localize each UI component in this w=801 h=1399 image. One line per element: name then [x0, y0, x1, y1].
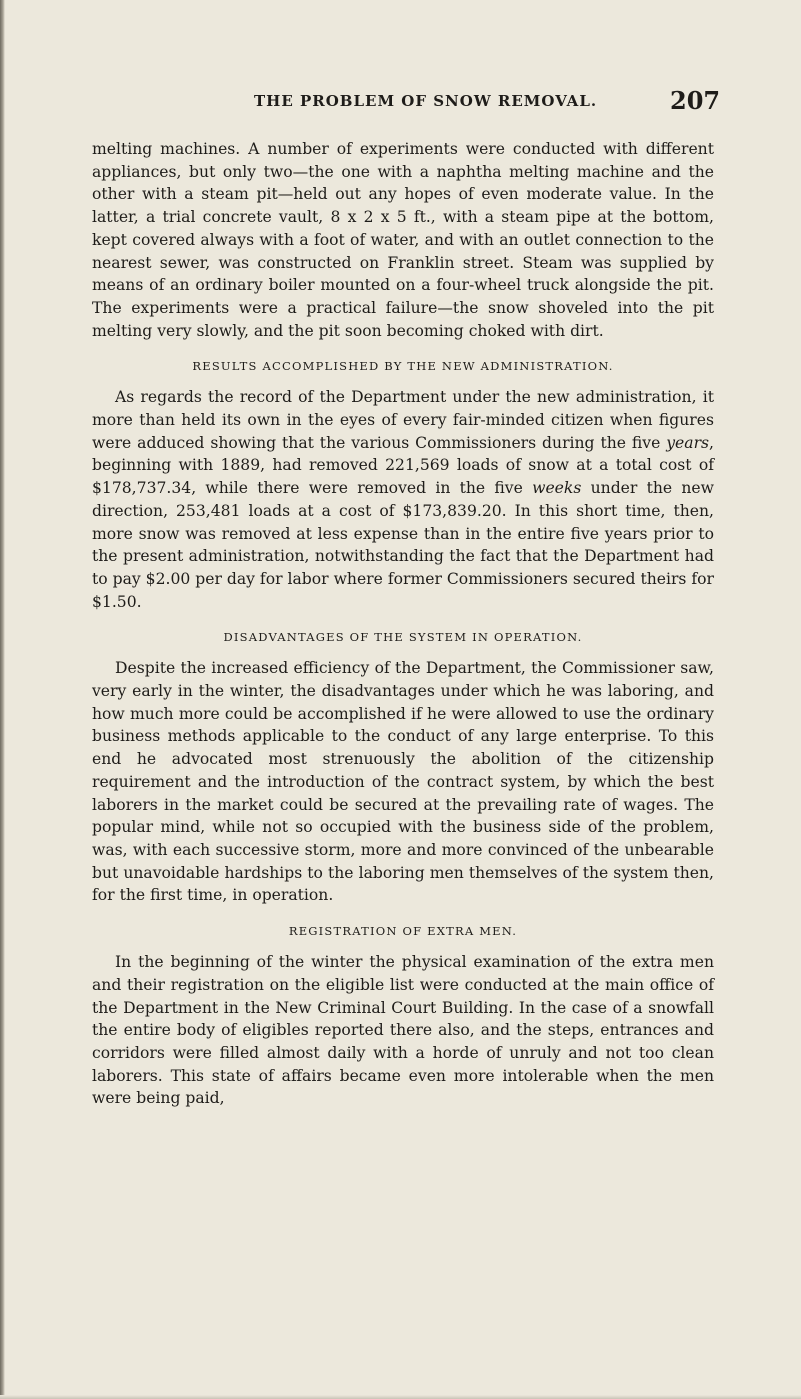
- page-number: 207: [670, 86, 721, 115]
- paragraph-text: , beginning with 1889, had removed 221,569 loads of snow at a total cost of $178,737.34, while there were removed in the five: [92, 433, 714, 498]
- paragraph-disadvantages: [92, 657, 714, 907]
- paragraph-text: melting machines. A number of experiments were conducted with different appliances, but only two—the one with a naphtha melting machine and the other with a steam pit—held out any hopes of even moderate value. In the latter, a trial concrete vault, 8 x 2 x 5 ft., with a steam pipe at the bottom, kept covered always with a foot of water, and with an outlet connection to the nearest sewer, was constructed on Franklin street. Steam was supplied by means of an ordinary boiler mounted on a four-wheel truck alongside the pit. The experiments were a practical failure—the snow shoveled into the pit melting very slowly, and the pit soon becoming choked with dirt.: [92, 140, 714, 340]
- page-body: [92, 138, 714, 1110]
- running-header: [0, 86, 801, 126]
- page-left-edge-shadow: [0, 0, 5, 1399]
- running-title: THE PROBLEM OF SNOW REMOVAL.: [254, 92, 598, 110]
- emphasis-weeks: weeks: [532, 479, 582, 498]
- paragraph-text: Despite the increased efficiency of the Department, the Commissioner saw, very early in the winter, the disadvantages under which he was laboring, and how much more could be accomplished if he were allowed to use the ordinary business methods applicable to the conduct of any large enterprise. To this end he advocated most strenuously the abolition of the citizenship requirement and the introduction of the contract system, by which the best laborers in the market could be secured at the prevailing rate of wages. The popular mind, while not so occupied with the business side of the problem, was, with each successive storm, more and more convinced of the unbearable but unavoidable hardships to the laboring men themselves of the system then, for the first time, in operation.: [92, 659, 714, 905]
- section-heading-disadvantages: DISADVANTAGES OF THE SYSTEM IN OPERATION.: [223, 630, 583, 645]
- paragraph-text: As regards the record of the Department under the new administration, it more than held its own in the eyes of every fair-minded citizen when figures were adduced showing that the various Commissioners during the five: [92, 388, 714, 452]
- section-heading-results: RESULTS ACCOMPLISHED BY THE NEW ADMINISTRATION.: [192, 359, 614, 374]
- paragraph-text: under the new direction, 253,481 loads at a cost of $173,839.20. In this short time, then, more snow was removed at less expense than in the entire five years prior to the present administration, notwithstanding the fact that the Department had to pay $2.00 per day for labor where former Commissioners secured theirs for $1.50.: [92, 479, 715, 611]
- section-heading-registration: REGISTRATION OF EXTRA MEN.: [288, 924, 518, 939]
- paragraph-snow-melting-experiments: [92, 138, 714, 342]
- paragraph-results: [92, 386, 714, 613]
- paragraph-text: In the beginning of the winter the physical examination of the extra men and their registration on the eligible list were conducted at the main office of the Department in the New Criminal Court Building. In the case of a snowfall the entire body of eligibles reported there also, and the steps, entrances and corridors were filled almost daily with a horde of unruly and not too clean laborers. This state of affairs became even more intolerable when the men were being paid,: [92, 953, 714, 1108]
- page-bottom-edge: [0, 1395, 801, 1399]
- paragraph-registration: [92, 951, 714, 1110]
- emphasis-years: years: [666, 433, 710, 452]
